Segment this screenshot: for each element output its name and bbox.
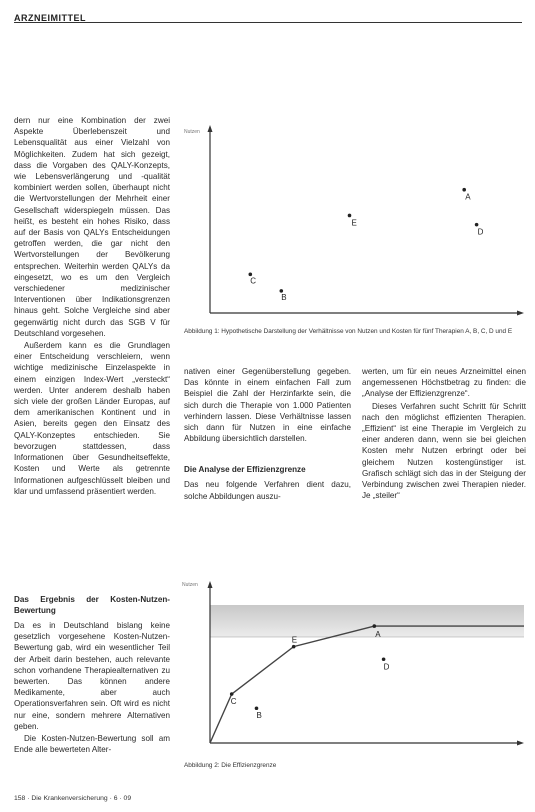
point-label-e: E xyxy=(351,218,357,228)
x-axis-arrow xyxy=(517,741,524,746)
efficiency-frontier-line xyxy=(210,626,524,743)
section-title: ARZNEIMITTEL xyxy=(14,13,86,23)
point-label-c: C xyxy=(250,276,257,286)
data-point-d xyxy=(475,223,479,227)
data-point-a xyxy=(373,624,377,628)
page-footer: 158 · Die Krankenversicherung · 6 · 09 xyxy=(14,795,132,802)
point-label-a: A xyxy=(465,192,471,202)
section-heading: Die Analyse der Effizienzgrenze xyxy=(184,465,306,475)
paragraph: Das neu folgende Verfahren dient dazu, solche Abbildungen auszu- xyxy=(184,480,351,501)
paragraph: nativen einer Gegenüberstellung gegeben. Das könnte in einem einfachen Fall zum Beispiel die Zahl der Herzinfarkte sein, die sich durch die Therapie von 1.000 Patienten verhindern lassen. Diese Verhältnisse lassen sich dann für Nutzen in eine einfache Abbildung übersichtlich darstellen. xyxy=(184,367,351,444)
paragraph: Dieses Verfahren sucht Schritt für Schritt nach den möglichst effizienten Therapien. „Effizient“ ist eine Therapie im Vergleich zu einer anderen dann, wenn sie bei gleichen Kosten mehr Nutzen erbringt oder bei gleichem Nutzen kostengünstiger ist. Grafisch schlägt sich das in der Steigung der Verbindung zwischen zwei Therapien nieder. Je „steiler“ xyxy=(362,401,526,501)
figure-2-caption: Abbildung 2: Die Effizienzgrenze xyxy=(184,762,277,769)
data-point-a xyxy=(462,188,466,192)
point-label-b: B xyxy=(281,292,287,302)
data-point-e xyxy=(348,214,352,218)
section-heading: Das Ergebnis der Kosten-Nutzen-Bewertung xyxy=(14,595,170,615)
x-axis-arrow xyxy=(517,311,524,316)
point-label-a: A xyxy=(375,630,381,640)
y-axis-label: Nutzen xyxy=(182,582,198,588)
point-label-d: D xyxy=(477,227,484,237)
body-column-left-lower xyxy=(14,588,170,756)
data-point-b xyxy=(255,706,259,710)
paragraph: Außerdem kann es die Grundlagen einer Entscheidung verschleiern, wenn wichtige medizinische Einzelaspekte in einem einzigen Index-Wert „versteckt“ werden. Unter anderem deshalb haben sich viele der großen Länder Europas, auf dem amerikanischen Kontinent und in Asien, bereits gegen den Einsatz des QALY-Konzeptes entschieden. Sie bevorzugen stattdessen, dass Informationen über Gesundheitseffekte, Kosten und Werte als getrennte Informationen aufgeschlüsselt bleiben und klar und umfassend präsentiert werden. xyxy=(14,341,170,496)
section-header xyxy=(14,8,522,23)
figure-1-caption: Abbildung 1: Hypothetische Darstellung der Verhältnisse von Nutzen und Kosten für fünf Therapien A, B, C, D und E xyxy=(184,328,513,335)
figure-1-chart xyxy=(180,115,526,323)
point-label-e: E xyxy=(291,635,298,645)
paragraph: werten, um für ein neues Arzneimittel einen angemessenen Höchstbetrag zu finden: die „Analyse der Effizienzgrenze“. xyxy=(362,367,526,399)
y-axis-arrow xyxy=(208,125,213,132)
point-label-c: C xyxy=(230,697,237,707)
point-label-d: D xyxy=(383,662,390,672)
paragraph: Da es in Deutschland bislang keine gesetzlich vorgesehene Kosten-Nutzen-Bewertung gab, wird ein wesentlicher Teil der Arbeit darin bestehen, auch relevante schon vorhandene Therapiealternativen zu bewerten. Das können andere Medikamente, aber auch Operationsverfahren sein. Oft wird es nicht nur eine, sondern mehrere Alternativen geben. xyxy=(14,621,170,731)
paragraph: Die Kosten-Nutzen-Bewertung soll am Ende alle bewerteten Alter- xyxy=(14,734,170,755)
data-point-c xyxy=(230,692,234,696)
point-label-b: B xyxy=(256,711,262,721)
paragraph: dern nur eine Kombination der zwei Aspekte Überlebenszeit und Lebensqualität aus einer Vielzahl von Möglichkeiten. Zudem hat sich gezeigt, dass die Vorgaben des QALY-Konzepts, wie Lebensverlängerung und -qualität kombiniert werden sollen, überhaupt nicht die Wertvorstellungen der Mehrheit einer Gesellschaft widerspiegeln müssen. Das heißt, es besteht ein hohes Risiko, dass auf der Basis von QALYs Entscheidungen getroffen werden, die gar nicht den Wertvorstellungen der Bevölkerung entsprechen. Weiterhin werden QALYs da eingesetzt, wo es um den Vergleich verschiedener medizinischer Interventionen über Indikationsgrenzen hinaus geht. Solche Vergleiche sind aber gegenwärtig nicht durch das SGB V für Deutschland vorgesehen. xyxy=(14,116,170,338)
y-axis-arrow xyxy=(208,581,213,588)
y-axis-label: Nutzen xyxy=(184,129,200,135)
body-column-middle xyxy=(184,366,351,503)
body-column-right xyxy=(362,366,526,502)
upper-band xyxy=(210,605,524,640)
data-point-d xyxy=(382,657,386,661)
body-column-left xyxy=(14,115,170,498)
figure-2-chart xyxy=(180,575,526,750)
data-point-e xyxy=(292,645,296,649)
